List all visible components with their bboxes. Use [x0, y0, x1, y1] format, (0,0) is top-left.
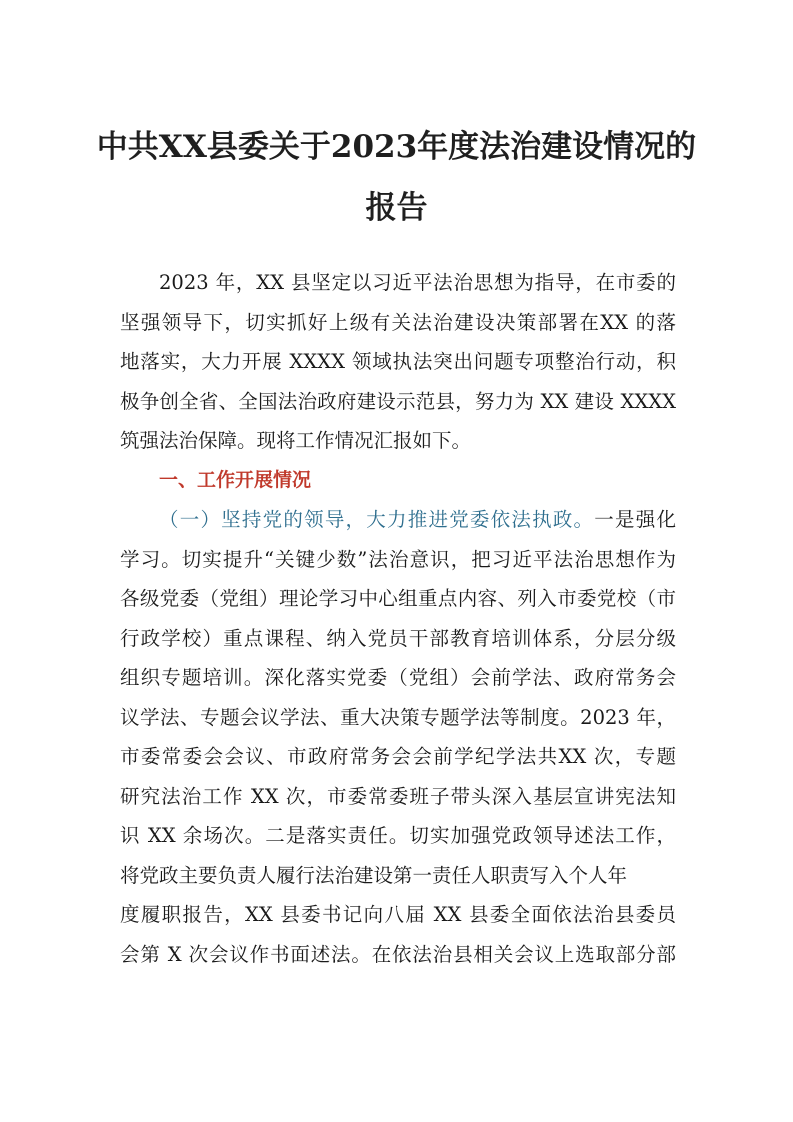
intro-line: 极争创全省、全国法治政府建设示范县，努力为 XX 建设 XXXX: [120, 389, 676, 413]
body-line: 度履职报告，XX 县委书记向八届 XX 县委全面依法治县委员: [120, 903, 676, 926]
document-title-line1: 中共XX县委关于2023年度法治建设情况的: [96, 129, 697, 165]
body-line: 会第 X 次会议作书面述法。在依法治县相关会议上选取部分部: [120, 942, 676, 966]
body-line: 议学法、专题会议学法、重大决策专题学法等制度。2023 年，: [120, 705, 676, 729]
body-line: 识 XX 余场次。二是落实责任。切实加强党政领导述法工作，: [120, 824, 676, 847]
subsection-first-line: [120, 500, 676, 540]
intro-line: 2023 年，XX 县坚定以习近平法治思想为指导，在市委的: [159, 271, 676, 294]
body-line: 各级党委（党组）理论学习中心组重点内容、列入市委党校（市: [120, 587, 676, 610]
body-line: 研究法治工作 XX 次，市委常委班子带头深入基层宣讲宪法知: [120, 784, 676, 808]
body-line: 将党政主要负责人履行法治建设第一责任人职责写入个人年: [120, 863, 628, 887]
intro-line: 地落实，大力开展 XXXX 领域执法突出问题专项整治行动，积: [120, 350, 676, 373]
body-line: 市委常委会会议、市政府常务会会前学纪学法共XX 次，专题: [120, 745, 676, 768]
document-title-line2: 报告: [365, 190, 428, 226]
subsection-lead-rest: 一是强化: [594, 508, 676, 531]
document-body: [120, 263, 676, 974]
body-line: 组织专题培训。深化落实党委（党组）会前学法、政府常务会: [120, 666, 676, 689]
subsection-heading: （一）坚持党的领导，大力推进党委依法执政。: [159, 508, 595, 531]
body-line: 行政学校）重点课程、纳入党员干部教育培训体系，分层分级: [120, 626, 676, 650]
intro-line: 筑强法治保障。现将工作情况汇报如下。: [120, 429, 472, 452]
body-line: 学习。切实提升“关键少数”法治意识，把习近平法治思想作为: [120, 547, 676, 571]
intro-line: 坚强领导下，切实抓好上级有关法治建设决策部署在XX 的落: [120, 310, 676, 334]
section-heading: 一、工作开展情况: [159, 468, 312, 491]
